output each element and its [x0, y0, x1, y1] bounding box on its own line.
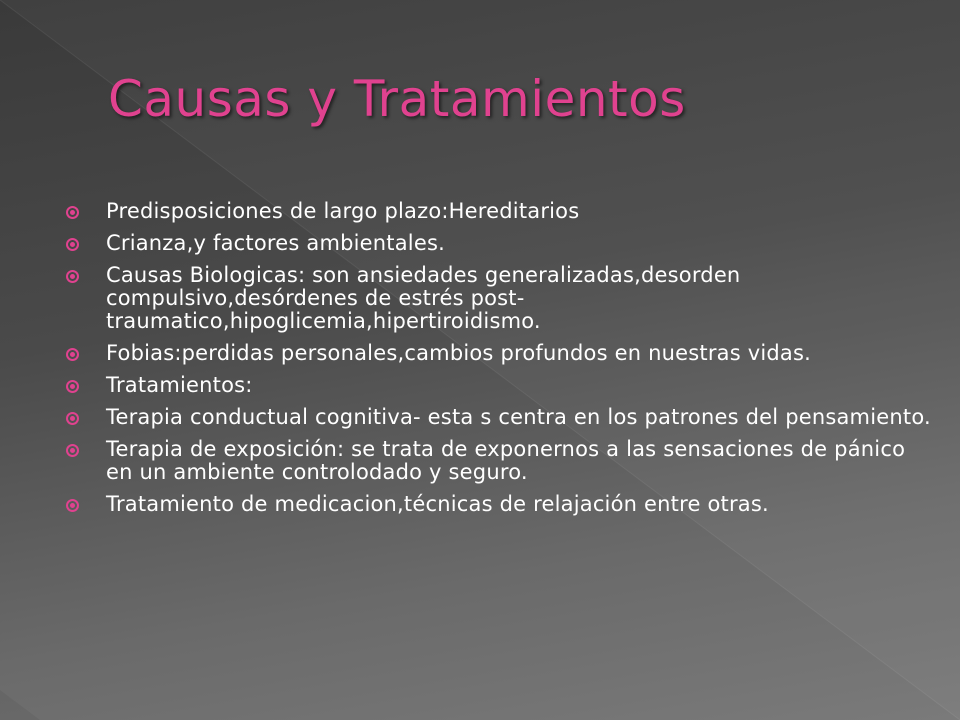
circled-dot-icon: [66, 380, 79, 393]
bullet-text: Fobias:perdidas personales,cambios profundos en nuestras vidas.: [106, 341, 812, 365]
circled-dot-icon: [66, 499, 79, 512]
bullet-text: Predisposiciones de largo plazo:Hereditarios: [106, 199, 580, 223]
circled-dot-icon: [66, 348, 79, 361]
list-item: [64, 406, 934, 429]
bullet-text: Causas Biologicas: son ansiedades generalizadas,desorden compulsivo,desórdenes de estrés post-traumatico,hipoglicemia,hipertiroidismo.: [106, 263, 741, 333]
bullet-text: Tratamientos:: [106, 373, 253, 397]
list-item: [64, 493, 934, 516]
circled-dot-icon: [66, 444, 79, 457]
circled-dot-icon: [66, 238, 79, 251]
circled-dot-icon: [66, 270, 79, 283]
bullet-text: Crianza,y factores ambientales.: [106, 231, 445, 255]
list-item: [64, 264, 934, 333]
bullet-list: [64, 200, 934, 525]
list-item: [64, 232, 934, 255]
circled-dot-icon: [66, 206, 79, 219]
list-item: [64, 438, 934, 484]
list-item: [64, 342, 934, 365]
list-item: [64, 200, 934, 223]
bullet-text: Terapia conductual cognitiva- esta s centra en los patrones del pensamiento.: [106, 405, 931, 429]
bullet-text: Tratamiento de medicacion,técnicas de relajación entre otras.: [106, 492, 769, 516]
bullet-text: Terapia de exposición: se trata de exponernos a las sensaciones de pánico en un ambiente controlodado y seguro.: [106, 437, 906, 484]
slide-title: Causas y Tratamientos: [108, 70, 686, 128]
list-item: [64, 374, 934, 397]
circled-dot-icon: [66, 412, 79, 425]
